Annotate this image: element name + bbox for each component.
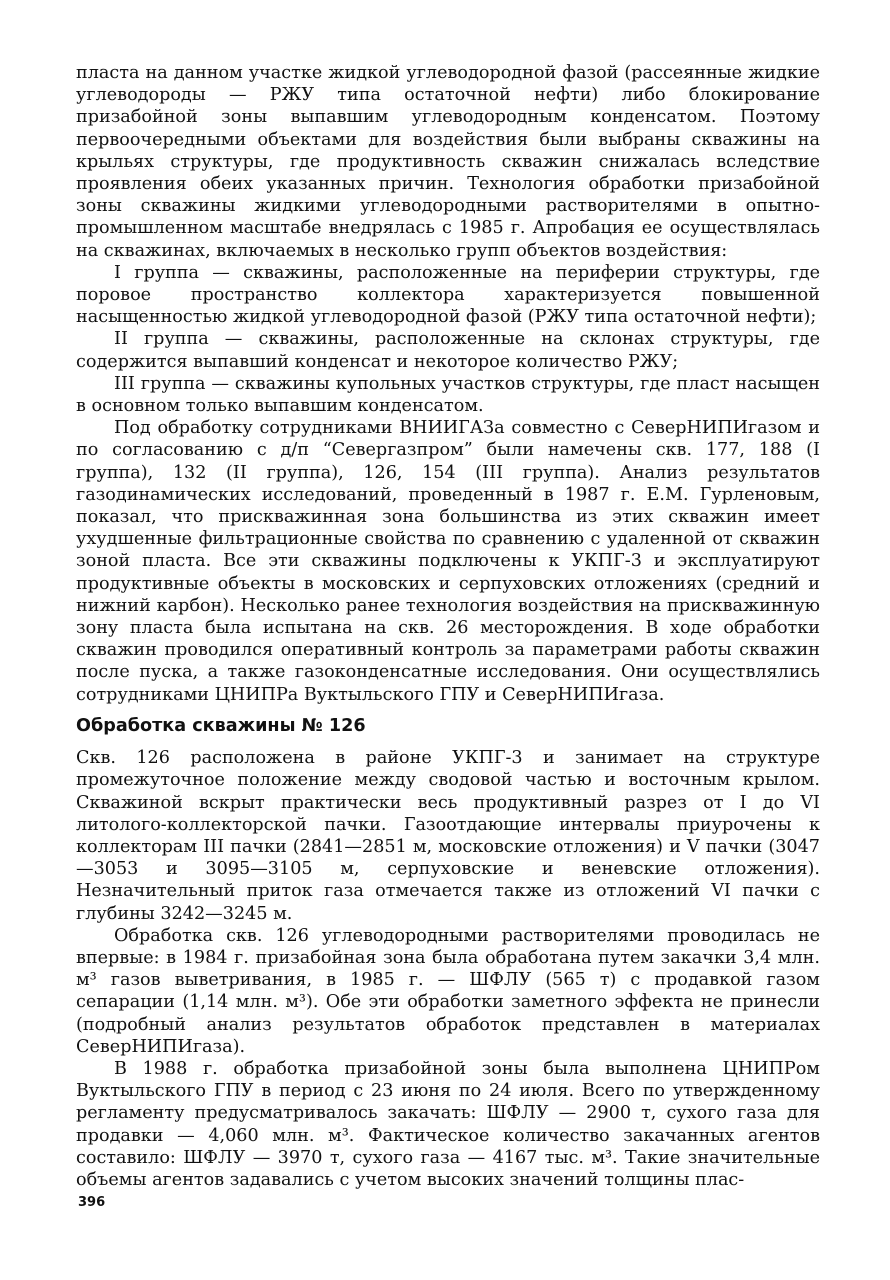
paragraph-1988-treatment: В 1988 г. обработка призабойной зоны была выполнена ЦНИПРом Вуктыльского ГПУ в период с 23 июня по 24 июля. Всего по утвержденному регламенту предусматривалось закачать: ШФЛУ — 2900 т, сухого газа для продавки — 4,060 млн. м³. Фактическое количество закачанных агентов составило: ШФЛУ — 3970 т, сухого газа — 4167 тыс. м³. Такие значительные объемы агентов задавались с учетом высоких значений толщины плас- — [76, 1058, 820, 1190]
page-number: 396 — [78, 1195, 106, 1210]
paragraph-group-1: I группа — скважины, расположенные на периферии структуры, где поровое пространство коллектора характеризуется повышенной насыщенностью жидкой углеводородной фазой (РЖУ типа остаточной нефти); — [76, 262, 820, 328]
paragraph-processing: Под обработку сотрудниками ВНИИГАЗа совместно с СеверНИПИгазом и по согласованию с д/п “Севергазпром” были намечены скв. 177, 188 (I группа), 132 (II группа), 126, 154 (III группа). Анализ результатов газодинамических исследований, проведенный в 1987 г. Е.М. Гурленовым, показал, что прискважинная зона большинства из этих скважин имеет ухудшенные фильтрационные свойства по сравнению с удаленной от скважин зоной пласта. Все эти скважины подключены к УКПГ-3 и эксплуатируют продуктивные объекты в московских и серпуховских отложениях (средний и нижний карбон). Несколько ранее технология воздействия на прискважинную зону пласта была испытана на скв. 26 месторождения. В ходе обработки скважин проводился оперативный контроль за параметрами работы скважин после пуска, а также газоконденсатные исследования. Они осуществлялись сотрудниками ЦНИПРа Вуктыльского ГПУ и СеверНИПИгаза. — [76, 418, 820, 705]
paragraph-group-2: II группа — скважины, расположенные на склонах структуры, где содержится выпавший конденсат и некоторое количество РЖУ; — [76, 329, 820, 372]
paragraph-previous-treatments: Обработка скв. 126 углеводородными растворителями проводилась не впервые: в 1984 г. призабойная зона была обработана путем закачки 3,4 млн. м³ газов выветривания, в 1985 г. — ШФЛУ (565 т) с продавкой газом сепарации (1,14 млн. м³). Обе эти обработки заметного эффекта не принесли (подробный анализ результатов обработок представлен в материалах СеверНИПИгаза). — [76, 925, 820, 1057]
paragraph-well-126: Скв. 126 расположена в районе УКПГ-3 и занимает на структуре промежуточное положение между сводовой частью и восточным крылом. Скважиной вскрыт практически весь продуктивный разрез от I до VI литолого-коллекторской пачки. Газоотдающие интервалы приурочены к коллекторам III пачки (2841—2851 м, московские отложения) и V пачки (3047—3053 и 3095—3105 м, серпуховские и веневские отложения). Незначительный приток газа отмечается также из отложений VI пачки с глубины 3242—3245 м. — [76, 748, 820, 924]
paragraph-group-3: III группа — скважины купольных участков структуры, где пласт насыщен в основном только выпавшим конденсатом. — [76, 373, 820, 417]
paragraph-intro: пласта на данном участке жидкой углеводородной фазой (рассеянные жидкие углеводороды — РЖУ типа остаточной нефти) либо блокирование призабойной зоны выпавшим углеводородным конденсатом. Поэтому первоочередными объектами для воздействия были выбраны скважины на крыльях структуры, где продуктивность скважин снижалась вследствие проявления обеих указанных причин. Технология обработки призабойной зоны скважины жидкими углеводородными растворителями в опытно-промышленном масштабе внедрялась с 1985 г. Апробация ее осуществлялась на скважинах, включаемых в несколько групп объектов воздействия: — [76, 63, 820, 261]
section-heading: Обработка скважины № 126 — [76, 715, 366, 736]
page-body — [76, 62, 820, 1191]
